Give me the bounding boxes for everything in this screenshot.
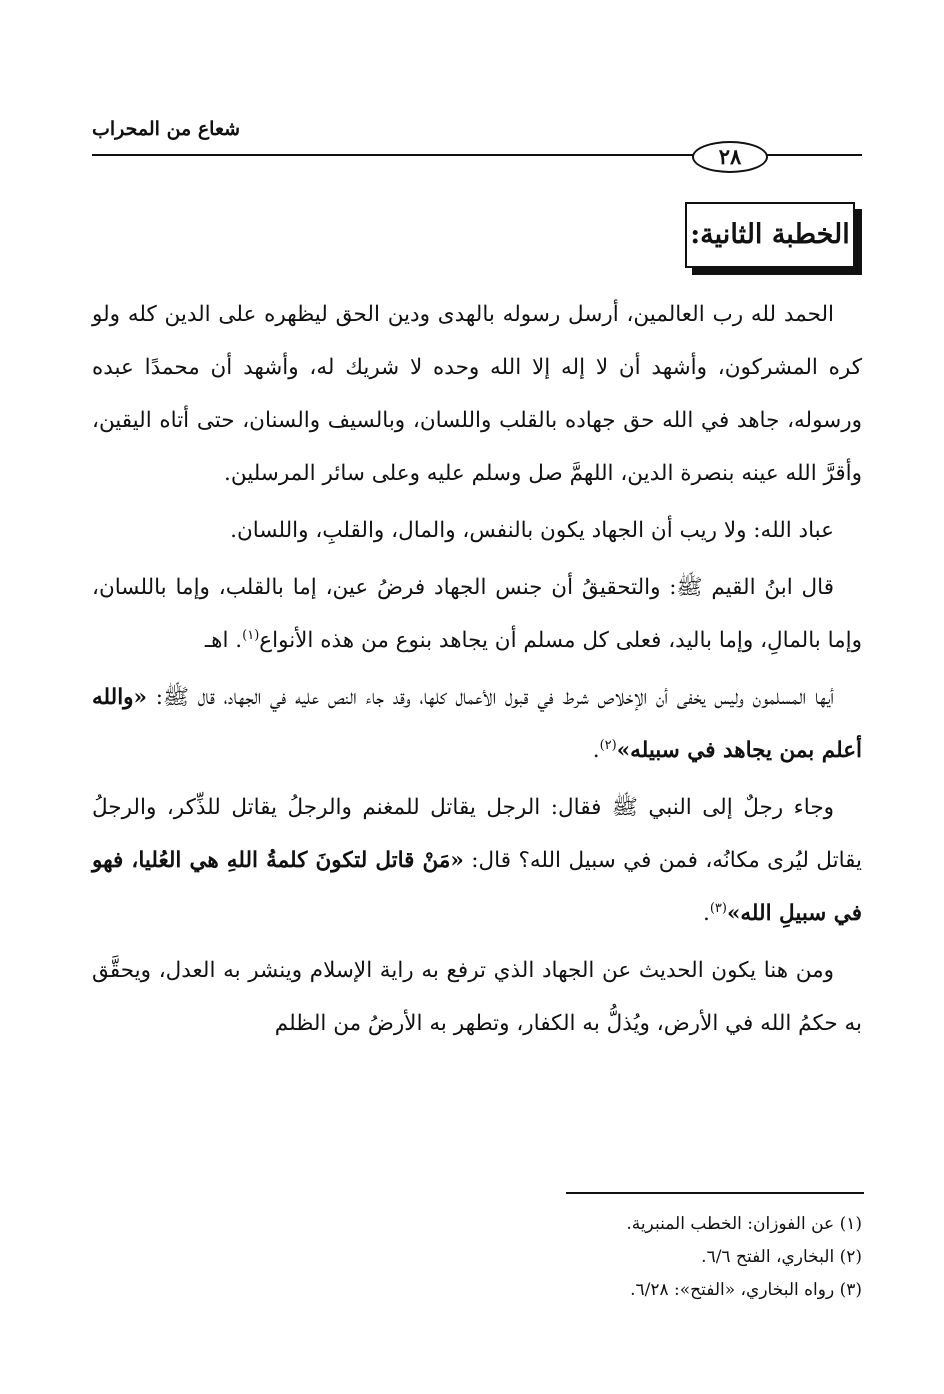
paragraph-3-end: . اهـ — [204, 628, 243, 653]
book-title: شعاع من المحراب — [92, 118, 241, 140]
paragraph-5 — [92, 781, 862, 940]
page-number: ٢٨ — [692, 141, 768, 173]
hadith-quote-2: «مَنْ قاتل لتكونَ كلمةُ اللهِ هي العُليا، فهو في سبيلِ الله» — [92, 848, 862, 926]
footnote-ref-2: (٢) — [599, 737, 617, 753]
footnote-2: (٢) البخاري، الفتح ٦/٦. — [701, 1247, 862, 1267]
footnote-ref-1: (١) — [242, 627, 260, 643]
paragraph-4-end: . — [592, 738, 600, 763]
footnote-rule — [566, 1192, 864, 1194]
footnotes — [92, 1208, 862, 1307]
paragraph-4 — [92, 671, 862, 777]
paragraph-5-end: . — [702, 901, 710, 926]
section-title: الخطبة الثانية: — [685, 202, 855, 268]
paragraph-3 — [92, 561, 862, 667]
footnote-3: (٣) رواه البخاري، «الفتح»: ٦/٢٨. — [630, 1280, 862, 1300]
footnote-ref-3: (٣) — [709, 900, 727, 916]
paragraph-5-text: وجاء رجلٌ إلى النبي ﷺ فقال: الرجل يقاتل للمغنم والرجلُ يقاتل للذِّكر، والرجلُ يقاتل ليُرى مكانُه، فمن في سبيل الله؟ قال: — [92, 795, 862, 873]
paragraph-4-text: أيها المسلمون وليس يخفى أن الإخلاص شرط في قبول الأعمال كلها، وقد جاء النص عليه في الجهاد، قال ﷺ: — [147, 685, 834, 710]
body-text — [92, 288, 862, 1054]
paragraph-6: ومن هنا يكون الحديث عن الجهاد الذي ترفع به راية الإسلام وينشر به العدل، ويحقَّق به حكمُ الله في الأرض، ويُذلُّ به الكفار، وتطهر به الأرضُ من الظلم — [92, 958, 862, 1036]
paragraph-3-text: قال ابنُ القيم ﷺ: والتحقيقُ أن جنس الجهاد فرضُ عين، إما بالقلب، وإما باللسان، وإما بالمالِ، وإما باليد، فعلى كل مسلم أن يجاهد بنوع من هذه الأنواع — [92, 575, 862, 653]
paragraph-1: الحمد لله رب العالمين، أرسل رسوله بالهدى ودين الحق ليظهره على الدين كله ولو كره المشركون، وأشهد أن لا إله إلا الله وحده لا شريك له، وأشهد أن محمدًا عبده ورسوله، جاهد في الله حق جهاده بالقلب واللسان، وبالسيف والسنان، حتى أتاه اليقين، وأقرَّ الله عينه بنصرة الدين، اللهمَّ صل وسلم عليه وعلى سائر المرسلين. — [92, 302, 862, 486]
paragraph-2: عباد الله: ولا ريب أن الجهاد يكون بالنفس، والمال، والقلبِ، واللسان. — [230, 518, 834, 543]
footnote-1: (١) عن الفوزان: الخطب المنبرية. — [626, 1214, 862, 1234]
hadith-quote-1: «والله أعلم بمن يجاهد في سبيله» — [92, 685, 862, 763]
